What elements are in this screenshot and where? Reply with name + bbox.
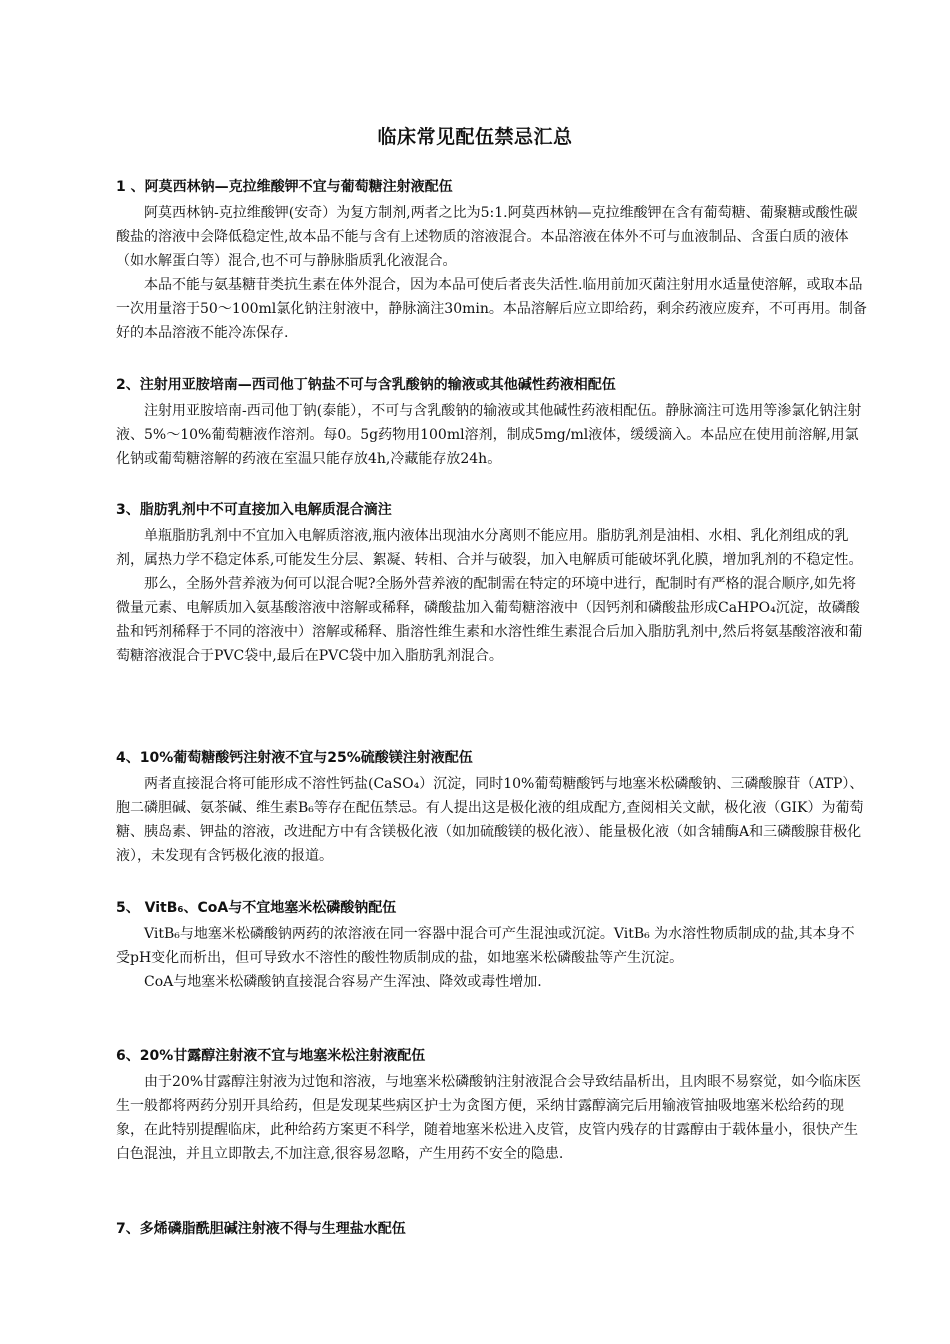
section-7: [116, 1219, 868, 1243]
section-heading: 5、 VitB₆、CoA与不宜地塞米松磷酸钠配伍: [116, 900, 397, 916]
section-1: [116, 177, 868, 345]
section-heading: 7、多烯磷脂酰胆碱注射液不得与生理盐水配伍: [116, 1221, 406, 1237]
section-heading: 1 、阿莫西林钠—克拉维酸钾不宜与葡萄糖注射液配伍: [116, 179, 453, 195]
section-paragraph: VitB₆与地塞米松磷酸钠两药的浓溶液在同一容器中混合可产生混浊或沉淀。VitB₆ 为水溶性物质制成的盐,其本身不受pH变化而析出，但可导致水不溶性的酸性物质制成的盐，如地塞米松磷酸盐等产生沉淀。: [116, 926, 855, 966]
section-2: [116, 375, 868, 471]
section-6: [116, 1046, 868, 1166]
section-heading: 3、脂肪乳剂中不可直接加入电解质混合滴注: [116, 502, 392, 518]
section-heading: 2、注射用亚胺培南—西司他丁钠盐不可与含乳酸钠的输液或其他碱性药液相配伍: [116, 377, 616, 393]
section-paragraph: 两者直接混合将可能形成不溶性钙盐(CaSO₄）沉淀，同时10%葡萄糖酸钙与地塞米松磷酸钠、三磷酸腺苷（ATP）、胞二磷胆碱、氨茶碱、维生素B₆等存在配伍禁忌。有人提出这是极化液的组成配方,查阅相关文献，极化液（GIK）为葡萄糖、胰岛素、钾盐的溶液，改进配方中有含镁极化液（如加硫酸镁的极化液）、能量极化液（如含辅酶A和三磷酸腺苷极化液），未发现有含钙极化液的报道。: [116, 776, 864, 864]
section-paragraph: 那么，全肠外营养液为何可以混合呢?全肠外营养液的配制需在特定的环境中进行，配制时有严格的混合顺序,如先将微量元素、电解质加入氨基酸溶液中溶解或稀释，磷酸盐加入葡萄糖溶液中（因钙剂和磷酸盐形成CaHPO₄沉淀，故磷酸盐和钙剂稀释于不同的溶液中）溶解或稀释、脂溶性维生素和水溶性维生素混合后加入脂肪乳剂中,然后将氨基酸溶液和葡萄糖溶液混合于PVC袋中,最后在PVC袋中加入脂肪乳剂混合。: [116, 576, 863, 664]
section-5: [116, 898, 868, 994]
section-paragraph: 阿莫西林钠-克拉维酸钾(安奇）为复方制剂,两者之比为5:1.阿莫西林钠—克拉维酸钾在含有葡萄糖、葡聚糖或酸性碳酸盐的溶液中会降低稳定性,故本品不能与含有上述物质的溶液混合。本品溶液在体外不可与血液制品、含蛋白质的液体（如水解蛋白等）混合,也不可与静脉脂质乳化液混合。: [116, 205, 858, 269]
section-3: [116, 500, 868, 668]
section-paragraph: 单瓶脂肪乳剂中不宜加入电解质溶液,瓶内液体出现油水分离则不能应用。脂肪乳剂是油相、水相、乳化剂组成的乳剂，属热力学不稳定体系,可能发生分层、絮凝、转相、合并与破裂，加入电解质可能破坏乳化膜，增加乳剂的不稳定性。: [116, 528, 863, 568]
section-heading: 4、10%葡萄糖酸钙注射液不宜与25%硫酸镁注射液配伍: [116, 750, 473, 766]
section-paragraph: 本品不能与氨基糖苷类抗生素在体外混合，因为本品可使后者丧失活性.临用前加灭菌注射用水适量使溶解，或取本品一次用量溶于50～100ml氯化钠注射液中，静脉滴注30min。本品溶解后应立即给药，剩余药液应废弃，不可再用。制备好的本品溶液不能冷冻保存.: [116, 277, 867, 341]
document-title: 临床常见配伍禁忌汇总: [377, 126, 573, 148]
section-heading: 6、20%甘露醇注射液不宜与地塞米松注射液配伍: [116, 1048, 426, 1064]
section-4: [116, 748, 868, 868]
section-paragraph: 注射用亚胺培南-西司他丁钠(泰能），不可与含乳酸钠的输液或其他碱性药液相配伍。静脉滴注可选用等渗氯化钠注射液、5%～10%葡萄糖液作溶剂。每0。5g药物用100ml溶剂，制成5mg/ml液体，缓缓滴入。本品应在使用前溶解,用氯化钠或葡萄糖溶解的药液在室温只能存放4h,冷藏能存放24h。: [116, 403, 862, 467]
section-paragraph: 由于20%甘露醇注射液为过饱和溶液，与地塞米松磷酸钠注射液混合会导致结晶析出，且肉眼不易察觉，如今临床医生一般都将两药分别开具给药，但是发现某些病区护士为贪图方便，采纳甘露醇滴完后用输液管抽吸地塞米松给药的现象，在此特别提醒临床，此种给药方案更不科学，随着地塞米松进入皮管，皮管内残存的甘露醇由于载体量小，很快产生白色混浊，并且立即散去,不加注意,很容易忽略，产生用药不安全的隐患.: [116, 1074, 862, 1162]
section-paragraph: CoA与地塞米松磷酸钠直接混合容易产生浑浊、降效或毒性增加.: [144, 974, 542, 990]
